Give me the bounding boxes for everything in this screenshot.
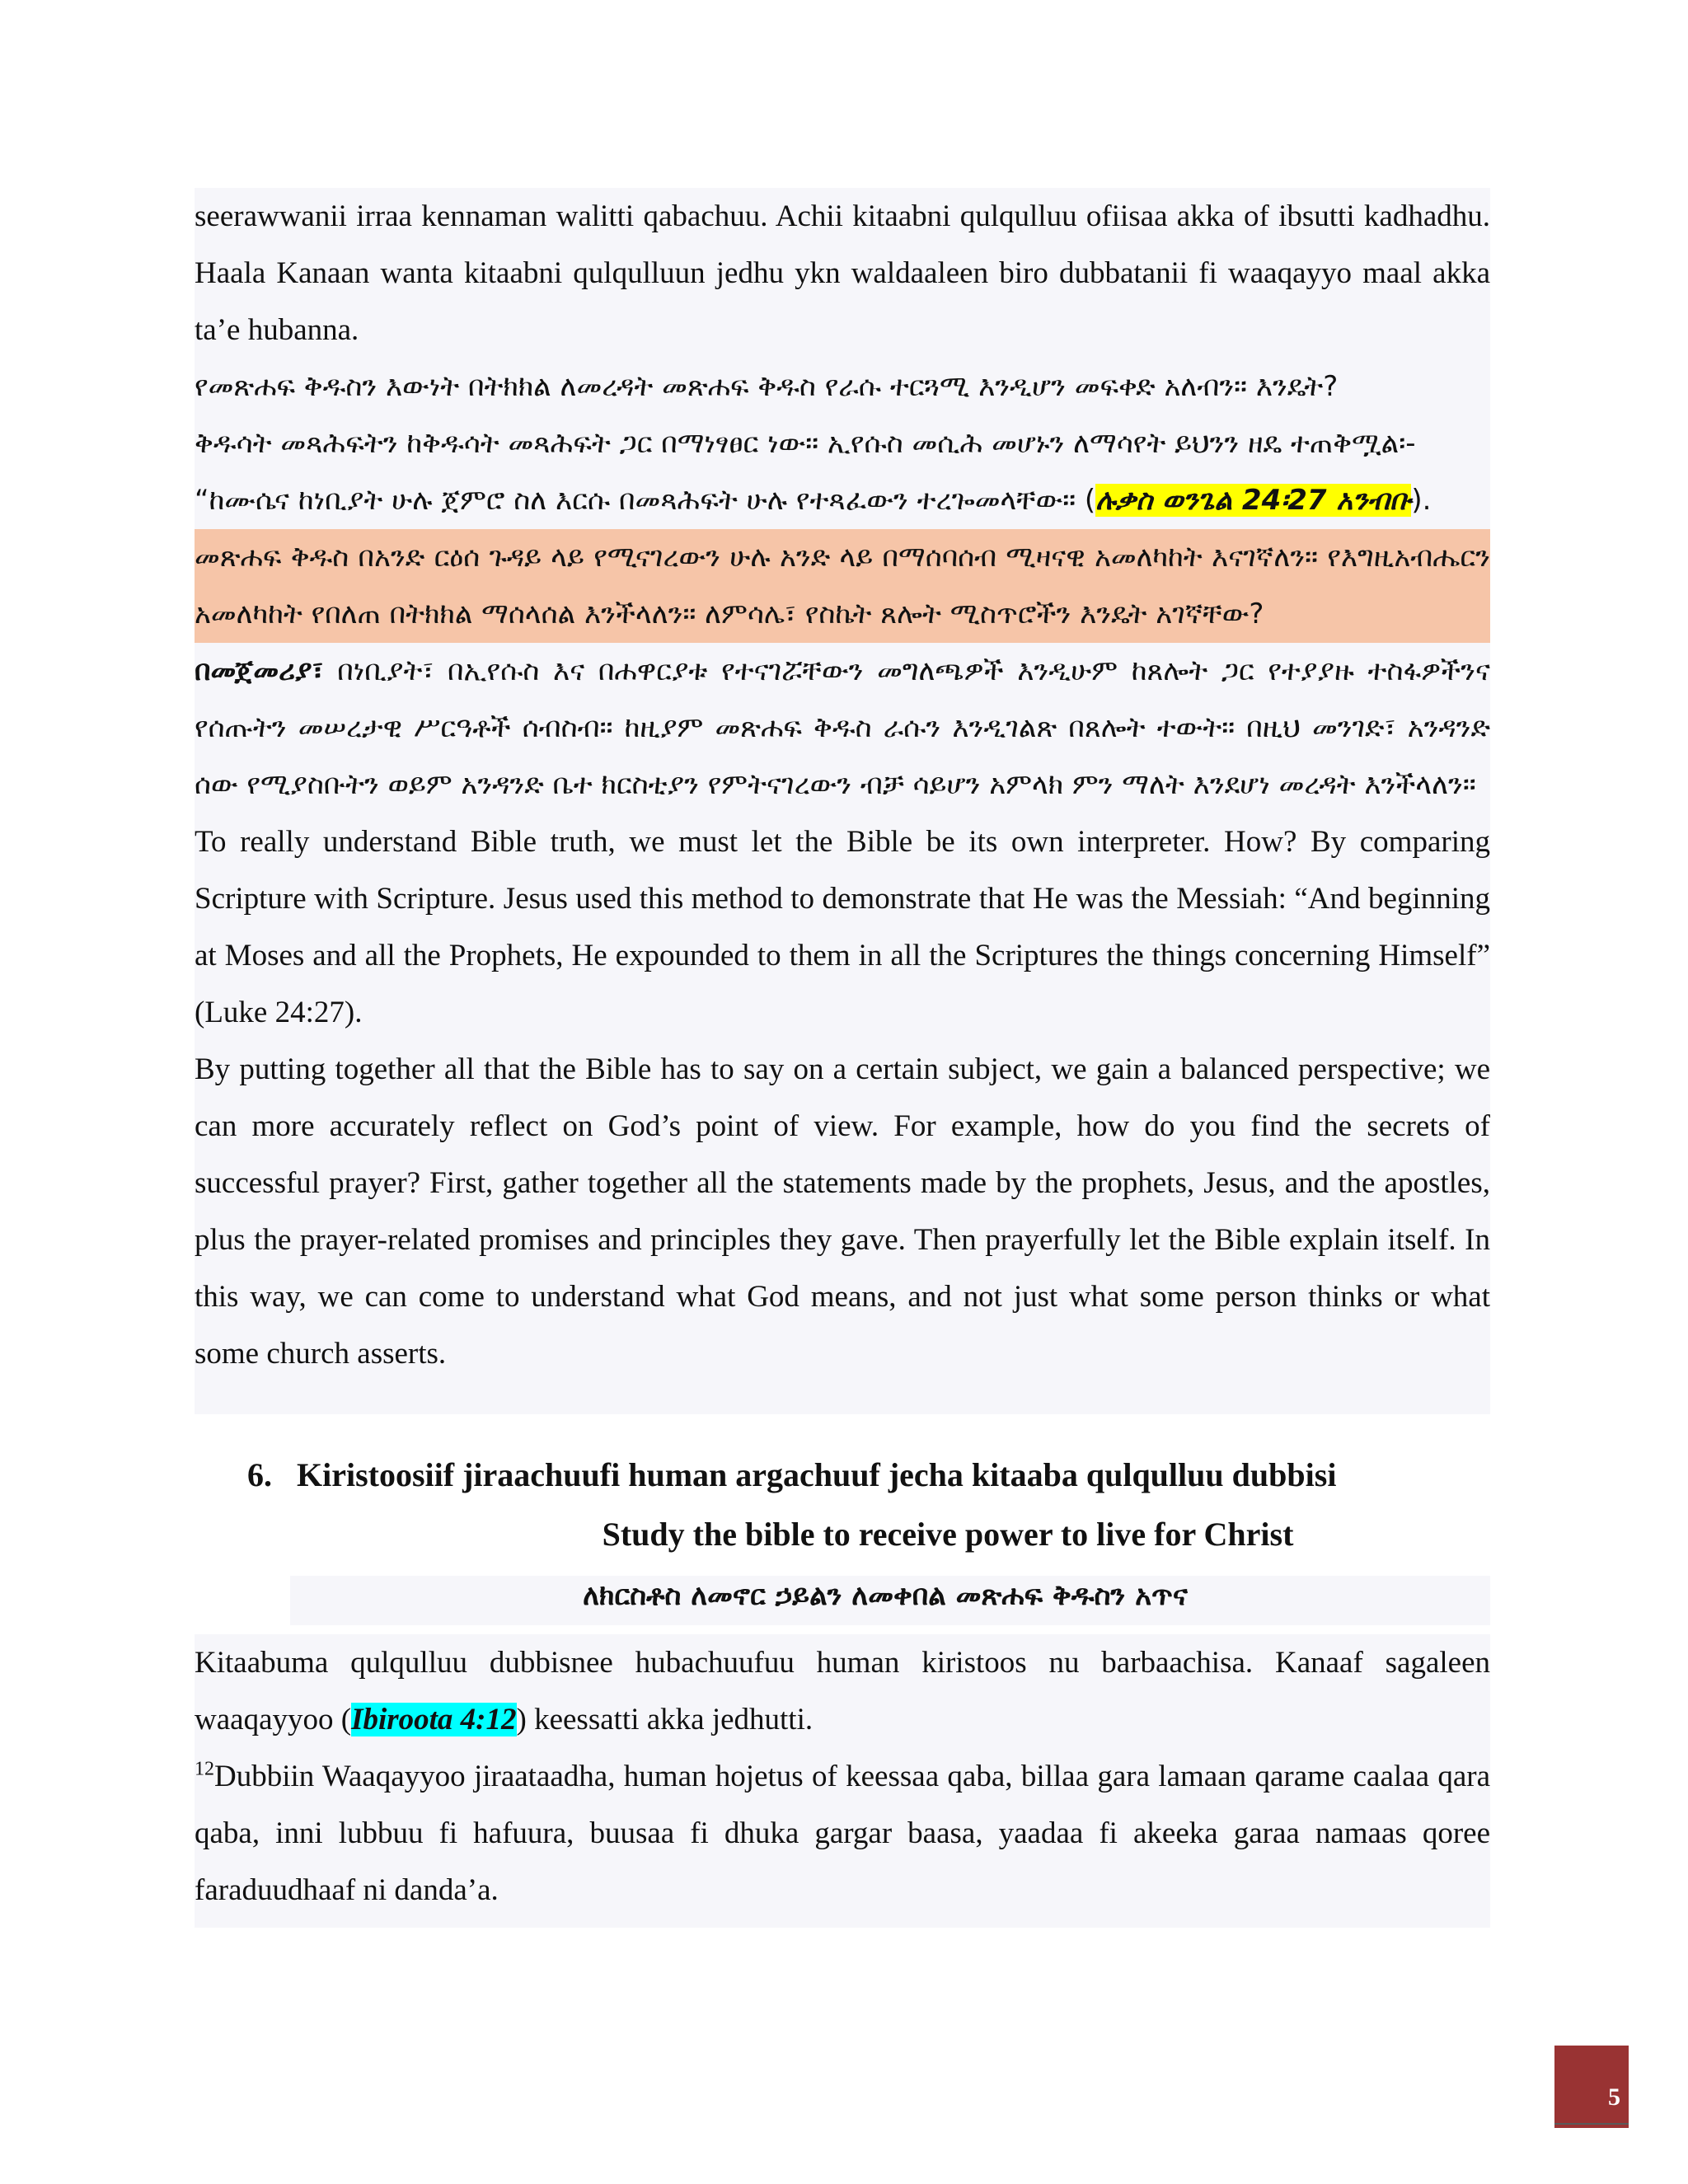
section-title-oromo: Kiristoosiif jiraachuufi human argachuuf jecha kitaaba qulqulluu dubbisi [297,1456,1337,1493]
amharic-paragraph-first [195,643,1490,813]
oromo-paragraph-2-end: ) keessatti akka jedhutti. [516,1703,814,1736]
scripture-ref-hebrews: Ibiroota 4:12 [351,1703,517,1736]
english-paragraph-2: By putting together all that the Bible has to say on a certain subject, we gain a balanced perspective; we can more accurately reflect on God’s point of view. For example, how do you find the secrets of successful prayer? First, gather together all the statements made by the prophets, Jesus, and the apostles, plus the prayer-related promises and principles they gave. Then prayerfully let the Bible explain itself. In this way, we can come to understand what God means, and not just what some person thinks or what some church asserts. [195,1052,1490,1371]
amharic-quote-text: “ከሙሴና ከነቢያት ሁሉ ጀምሮ ስለ እርሱ በመጻሕፍት ሁሉ የተጻፈውን ተረጐመላቸው። ( [195,484,1096,517]
oromo-paragraph-2-text: Kitaabuma qulqulluu dubbisnee hubachuufuu human kiristoos nu barbaachisa. Kanaaf sagaleen waaqayyoo ( [195,1646,1490,1736]
highlighted-amharic-paragraph: መጽሐፍ ቅዱስ በአንድ ርዕሰ ጉዳይ ላይ የሚናገረውን ሁሉ አንድ ላይ በማሰባሰብ ሚዛናዊ አመለካከት እናገኛለን። የእግዚአብሔርን አመለካከት የበለጠ በትክክል ማሰላሰል እንችላለን። ለምሳሌ፣ የስኬት ጸሎት ሚስጥሮችን እንዴት አገኛቸው? [195,529,1490,643]
top-text-block [195,188,1490,1414]
section-number: 6. [247,1456,272,1493]
amharic-first-text: በነቢያት፣ በኢየሱስ እና በሐዋርያቱ የተናገሯቸውን መግለጫዎች እንዲሁም ከጸሎት ጋር የተያያዙ ተስፋዎችንና የሰጡትን መሠረታዊ ሥርዓቶች ሰብስብ። ከዚያም መጽሐፍ ቅዱስ ራሱን እንዲገልጽ በጸሎት ተውት። በዚህ መንገድ፣ አንዳንድ ሰው የሚያስቡትን ወይም አንዳንድ ቤተ ክርስቲያን የምትናገረውን ብቻ ሳይሆን አምላክ ምን ማለት እንደሆነ መረዳት እንችላለን። [195,654,1490,801]
amharic-question: የመጽሐፍ ቅዱስን እውነት በትክክል ለመረዳት መጽሐፍ ቅዱስ የራሱ ተርጓሚ እንዲሆን መፍቀድ አለብን። እንዴት? [195,370,1339,403]
verse-paragraph [195,1748,1490,1919]
amharic-quote-end: ). [1411,484,1432,517]
amharic-answer: ቅዱሳት መጻሕፍትን ከቅዱሳት መጻሕፍት ጋር በማነፃፀር ነው። ኢየሱስ መሲሕ መሆኑን ለማሳየት ይህንን ዘዴ ተጠቅሟል፡- [195,427,1416,460]
oromo-paragraph-2 [195,1634,1490,1748]
scripture-ref-luke: ሉቃስ ወንጌል 24፡27 አንብቡ [1095,484,1412,517]
verse-number: 12 [195,1758,214,1780]
page-number-underline [1554,2123,1629,2125]
bottom-text-block [195,1634,1490,1928]
oromo-paragraph-1: seerawwanii irraa kennaman walitti qabachuu. Achii kitaabni qulqulluu ofiisaa akka of ibsutti kadhadhu. Haala Kanaan wanta kitaabni qulqulluun jedhu ykn waldaaleen biro dubbatanii fi waaqayyo maal akka ta’e hubanna. [195,199,1490,347]
english-paragraph-1: To really understand Bible truth, we must let the Bible be its own interpreter. How? By comparing Scripture with Scripture. Jesus used this method to demonstrate that He was the Messiah: “And beginning at Moses and all the Prophets, He expounded to them in all the Scriptures the things concerning Himself” (Luke 24:27). [195,825,1490,1029]
section-title-english: Study the bible to receive power to live for Christ [602,1516,1294,1553]
page-number: 5 [1608,2083,1620,2111]
verse-text: Dubbiin Waaqayyoo jiraataadha, human hojetus of keessaa qaba, billaa gara lamaan qarame caalaa qara qaba, inni lubbuu fi hafuura, buusaa fi dhuka gargar baasa, yaadaa fi akeeka garaa namaas qoree faraduudhaaf ni danda’a. [195,1760,1490,1907]
amharic-first-label: በመጀመሪያ፣ [195,654,324,687]
section-title-amharic: ለክርስቶስ ለመኖር ኃይልን ለመቀበል መጽሐፍ ቅዱስን አጥና [583,1579,1188,1612]
amharic-quote [195,472,1490,529]
